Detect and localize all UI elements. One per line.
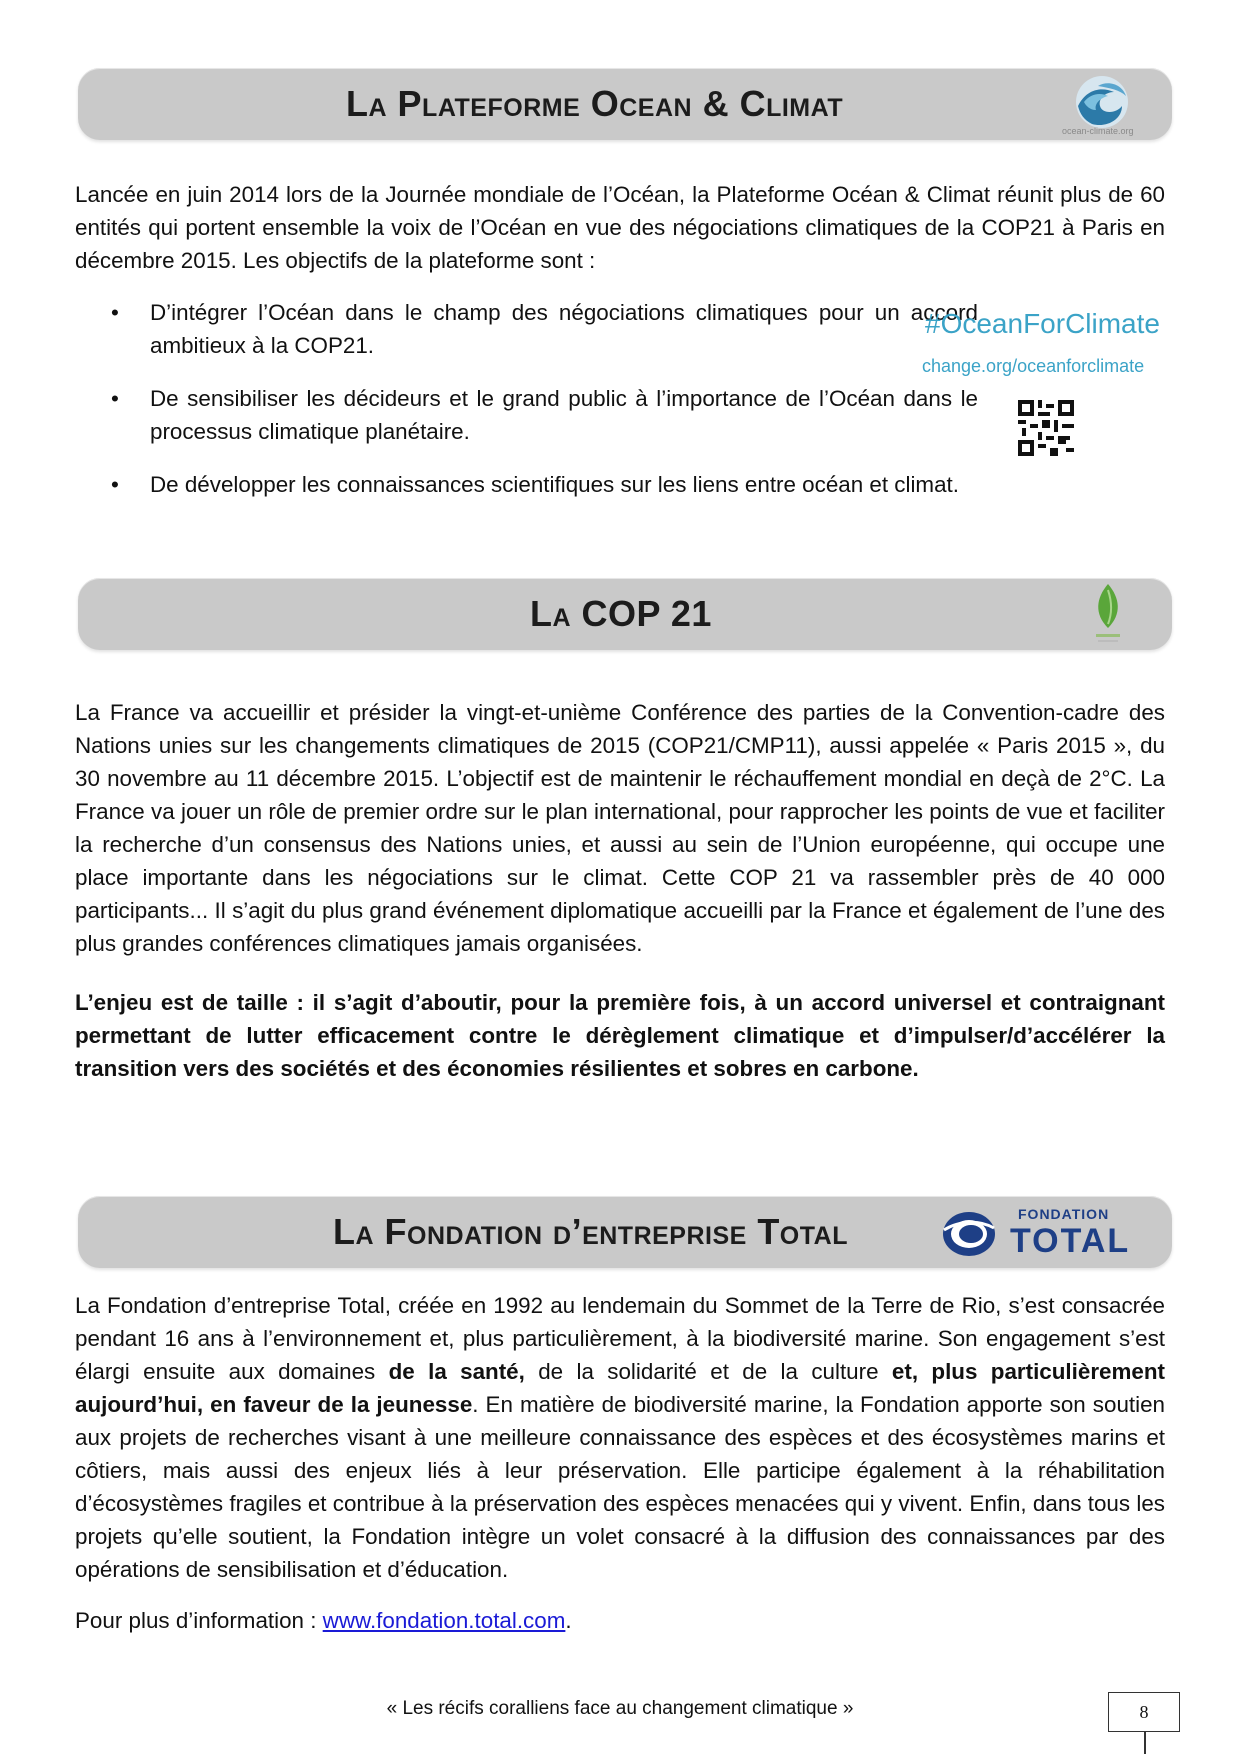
qr-code-icon bbox=[1018, 400, 1074, 456]
cop21-emphasis: L’enjeu est de taille : il s’agit d’aboutir, pour la première fois, à un accord universel et contraignant permettant de lutter efficacement contre le dérèglement climatique et d’impulser/d’accélérer la transition vers des sociétés et des économies résilientes et sobres en carbone. bbox=[75, 990, 1165, 1081]
fondation-total-logo bbox=[940, 1204, 1150, 1262]
page-number: 8 bbox=[1108, 1692, 1180, 1732]
fondation-total-link[interactable]: www.fondation.total.com bbox=[322, 1608, 566, 1633]
cop21-leaf-icon bbox=[1078, 580, 1138, 650]
petition-link[interactable]: change.org/oceanforclimate bbox=[922, 356, 1145, 376]
ocean-climate-logo bbox=[1038, 72, 1168, 138]
ocean-intro: Lancée en juin 2014 lors de la Journée mondiale de l’Océan, la Plateforme Océan & Climat réunit plus de 60 entités qui portent ensemble la voix de l’Océan en vue des négociations climatiques de la COP21 à Paris en décembre 2015. Les objectifs de la plateforme sont : bbox=[75, 182, 1165, 273]
hashtag-text: #OceanForClimate bbox=[925, 308, 1160, 339]
section-banner-total bbox=[78, 1196, 1172, 1268]
total-body: La Fondation d’entreprise Total, créée en 1992 au lendemain du Sommet de la Terre de Rio, s’est consacrée pendant 16 ans à l’environnement et, plus particulièrement, à la biodiversité marine. Son engagement s’est élargi ensuite aux domaines de la santé, de la solidarité et de la culture et, plus particulièrement aujourd’hui, en faveur de la jeunesse. En matière de biodiversité marine, la Fondation apporte son soutien aux projets de recherches visant à une meilleure connaissance des espèces et des écosystèmes marins et côtiers, mais aussi des enjeux liés à leur préservation. Elle participe également à la réhabilitation d’écosystèmes fragiles et contribue à la préservation des espèces menacées qui y vivent. Enfin, dans tous les projets qu’elle soutient, la Fondation intègre un volet consacré à la diffusion des connaissances par des opérations de sensibilisation et d’éducation. bbox=[75, 1293, 1165, 1582]
section-banner-ocean bbox=[78, 68, 1172, 140]
ocean-for-climate-promo bbox=[915, 302, 1175, 472]
section-banner-cop21 bbox=[78, 578, 1172, 650]
footer-title: « Les récifs coralliens face au changement climatique » bbox=[386, 1698, 854, 1719]
page-number-tick bbox=[1144, 1732, 1146, 1754]
fondation-label: FONDATION bbox=[1018, 1206, 1110, 1222]
total-emblem-icon bbox=[940, 1208, 998, 1260]
section-title-ocean: La Plateforme Ocean & Climat bbox=[346, 83, 844, 124]
total-wordmark: TOTAL bbox=[1010, 1222, 1131, 1260]
section-title-total: La Fondation d’entreprise Total bbox=[333, 1211, 848, 1252]
ocean-logo-caption: ocean-climate.org bbox=[1062, 126, 1134, 136]
cop21-body: La France va accueillir et présider la vingt-et-unième Conférence des parties de la Convention-cadre des Nations unies sur les changements climatiques de 2015 (COP21/CMP11), aussi appelée « Paris 2015 », du 30 novembre au 11 décembre 2015. L’objectif est de maintenir le réchauffement mondial en deçà de 2°C. La France va jouer un rôle de premier ordre sur le plan international, pour rapprocher les points de vue et faciliter la recherche d’un consensus des Nations unies, et aussi au sein de l’Union européenne, qui occupe une place importante dans les négociations sur le climat. Cette COP 21 va rassembler près de 40 000 participants... Il s’agit du plus grand événement diplomatique accueilli par la France et également de l’une des plus grandes conférences climatiques jamais organisées. bbox=[75, 700, 1165, 956]
total-more-info: Pour plus d’information : www.fondation.total.com. bbox=[75, 1608, 572, 1633]
section-title-cop21: La COP 21 bbox=[530, 593, 712, 634]
